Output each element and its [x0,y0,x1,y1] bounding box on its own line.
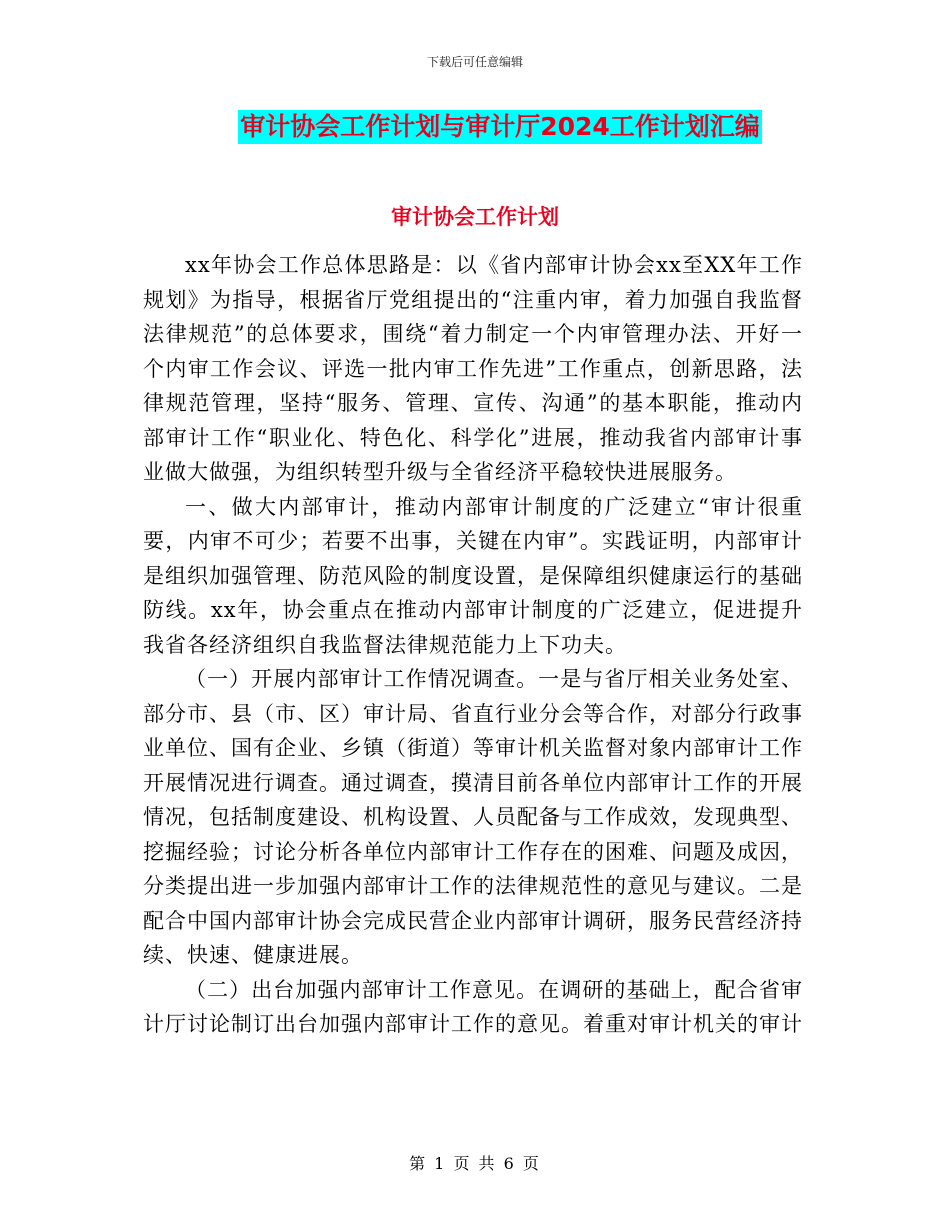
page-number: 第 1 页 共 6 页 [409,1154,541,1173]
document-title-container [0,110,950,144]
paragraph-intro: xx年协会工作总体思路是：以《省内部审计协会xx至XX年工作规划》为指导，根据省厅党组提出的“注重内审，着力加强自我监督法律规范”的总体要求，围绕“着力制定一个内审管理办法、开好一个内审工作会议、评选一批内审工作先进”工作重点，创新思路，法律规范管理，坚持“服务、管理、宣传、沟通”的基本职能，推动内部审计工作“职业化、特色化、科学化”进展，推动我省内部审计事业做大做强，为组织转型升级与全省经济平稳较快进展服务。 [143,253,803,484]
paragraph-item-one: （一）开展内部审计工作情况调查。一是与省厅相关业务处室、部分市、县（市、区）审计局、省直行业分会等合作，对部分行政事业单位、国有企业、乡镇（街道）等审计机关监督对象内部审计工作开展情况进行调查。通过调查，摸清目前各单位内部审计工作的开展情况，包括制度建设、机构设置、人员配备与工作成效，发现典型、挖掘经验；讨论分析各单位内部审计工作存在的困难、问题及成因，分类提出进一步加强内部审计工作的法律规范性的意见与建议。二是配合中国内部审计协会完成民营企业内部审计调研，服务民营经济持续、快速、健康进展。 [143,667,803,967]
paragraph-item-two: （二）出台加强内部审计工作意见。在调研的基础上，配合省审计厅讨论制订出台加强内部审计工作的意见。着重对审计机关的审计 [143,977,803,1036]
document-title: 审计协会工作计划与审计厅2024工作计划汇编 [238,110,762,144]
section-title: 审计协会工作计划 [391,205,559,229]
page-header-note: 下载后可任意编辑 [426,55,523,69]
document-body [143,248,803,1042]
paragraph-section-one: 一、做大内部审计，推动内部审计制度的广泛建立“审计很重要，内审不可少；若要不出事，关键在内审”。实践证明，内部审计是组织加强管理、防范风险的制度设置，是保障组织健康运行的基础防线。xx年，协会重点在推动内部审计制度的广泛建立，促进提升我省各经济组织自我监督法律规范能力上下功夫。 [143,494,803,657]
